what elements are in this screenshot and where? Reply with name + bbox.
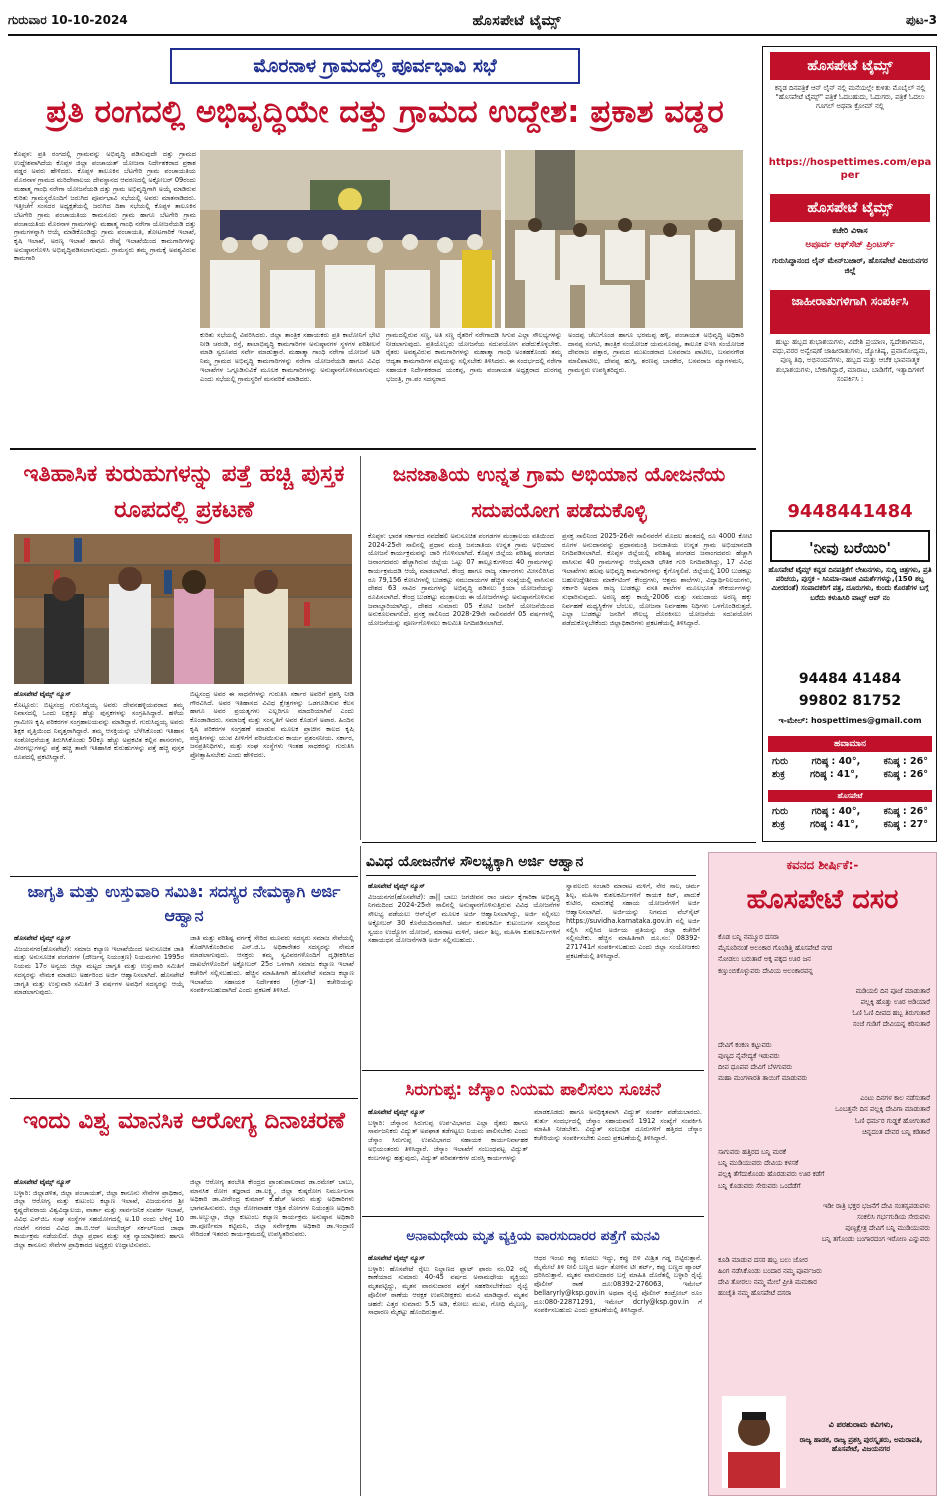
story7-col1: [14, 1178, 184, 1496]
poem-line: ಇಡೀ ರಾತ್ರಿ ಭಕ್ತರ ಭಜನೆಗೆ ದೇವಿ ಸಂತಸ್ಸಪಡುವಳು: [823, 1201, 930, 1210]
book-photo-image: [14, 534, 352, 684]
story8-col2: ಆಧರ ಇಂಚು ಕಪ್ಪು ಕೂದಲು ಇದ್ದು, ಕಪ್ಪು ಬಿಳಿ ಮಿಶ್ರಿತ ಗಡ್ಡ ಬಿಟ್ಟಿರುತ್ತಾನೆ. ಮೈಮೇಲೆ ತಿಳಿ ನೀಲಿ ಬಣ್ಣದ ಅರ್ಧ ತೋಳಿನ ಟೀ ಶರ್ಟ್, ಕಪ್ಪು ಬಣ್ಣದ ಪ್ಯಾಂಟ್ ಧರಿಸಿರುತ್ತಾನೆ. ಮೃತನ ವಾರಸುದಾರರ ಬಗ್ಗೆ ಮಾಹಿತಿ ದೊರೆತಲ್ಲಿ ಬಳ್ಳಾರಿ ರೈಲ್ವೆ ಪೊಲೀಸ್ ಠಾಣೆ ದೂ:08392-276063, ಇಮೇಲ್ bellaryrly@ksp.gov.in ಅಥವಾ ರೈಲ್ವೆ ಪೊಲೀಸ್ ಕಂಟ್ರೋಲ್ ರೂಂ ದೂ:080-22871291, ಇಮೇಲ್ dcrly@ksp.gov.in ಗೆ ಸಂಪರ್ಕಿಸಬಹುದು ಎಂದು ಪ್ರಕಟಣೆಯಲ್ಲಿ ತಿಳಿಸಿದ್ದಾರೆ.: [534, 1254, 702, 1315]
story1-headline: ಪ್ರತಿ ರಂಗದಲ್ಲಿ ಅಭಿವೃದ್ಧಿಯೇ ದತ್ತು ಗ್ರಾಮದ ಉದ್ದೇಶ: ಪ್ರಕಾಶ ವಡ್ಡರ: [46, 94, 724, 130]
poem-title: ಹೊಸಪೇಟೆ ದಸರ: [746, 884, 899, 915]
ad4-phone2[interactable]: 99802 81752: [798, 693, 902, 709]
story2-col1: [14, 690, 184, 870]
story6-byline: ಹೊಸಪೇಟೆ ಟೈಮ್ಸ್ ನ್ಯೂಸ್: [368, 1108, 425, 1116]
weather-row: ಶುಕ್ರ ಗರಿಷ್ಠ : 41°, ಕನಿಷ್ಠ : 27°: [772, 818, 928, 830]
ad3-text: ಹುಟ್ಟು ಹಬ್ಬದ ಶುಭಾಶಯಗಳು, ವಿದೇಶಿ ಪ್ರಯಾಣ, ಸ್ವದೇಶಾಗಮನ, ವಧು,ವರರ ಅನ್ವೇಷಣೆ ಜಾಹೀರಾತುಗಳು, ಜ್ಯೋತಿಷ್ಯ, ಪ್ರವಾಸೋದ್ಯಮ, ಪುಣ್ಯ ತಿಥಿ, ಅಭಿನಂದನೆಗಳು, ಹಬ್ಬದ ಮತ್ತು ಆಚೆಕ ಭಾವನಾತ್ಮಕ ಶುಭಾಶಯಗಳು, ಬೇಕಾಗಿದ್ದಾರೆ, ಮಾರಾಟ, ಬಾಡಿಗೆಗೆ, ಇತ್ಯಾದಿಗಳಿಗೆ ಸಂಪರ್ಕಿಸಿ :: [772, 338, 928, 383]
poem-line: ಓಣಿ ಓಣಿ ದೀಪದ ಹಬ್ಬ ತಿರುಗುತಾರೆ: [852, 1009, 930, 1018]
story6-col1-text: ಬಳ್ಳಾರಿ: ಜೆಸ್ಕಾಂನ ಸಿರುಗುಪ್ಪ ಉಪ-ವಿಭಾಗದ ಎಲ್ಲಾ ರೈತರು ಹಾಗೂ ಸಾರ್ವಜನಿಕರು ವಿದ್ಯುತ್ ಅಪಘಾತ ತಡೆಗಟ್ಟಲು ನಿಯಮ ಪಾಲಿಸಬೇಕು ಎಂದು ಜೆಸ್ಕಾಂ ಸಿರುಗುಪ್ಪ ಉಪವಿಭಾಗದ ಸಹಾಯಕ ಕಾರ್ಯನಿರ್ವಾಹಕ ಅಭಿಯಂತರರು ತಿಳಿಸಿದ್ದಾರೆ. ಜೆಸ್ಕಾಂ ಇಲಾಖೆಗೆ ಸಂಬಂಧಪಟ್ಟ ವಿದ್ಯುತ್ ಕಂಬಗಳನ್ನು ಹತ್ತುವುದು, ವಿದ್ಯುತ್ ಪರಿವರ್ತಕಗಳ ದುರಸ್ತಿ ಕಾರ್ಯಗಳನ್ನು: [368, 1118, 528, 1162]
story4-byline: ಹೊಸಪೇಟೆ ಟೈಮ್ಸ್ ನ್ಯೂಸ್: [368, 882, 425, 890]
poem-line: ಪಲ್ಲಕ್ಕಿ ಹೊತ್ತು ಊರ ಅಡಿಯಾರೆ: [860, 997, 930, 1006]
story6-col1: [368, 1108, 528, 1212]
poem-line: ಮಡಿಯಲಿ ದಿನ ಪೂಜೆ ಮಾಡುತಾರೆ: [855, 986, 930, 995]
weather-title: ಹವಾಮಾನ: [768, 736, 932, 752]
ad1-url[interactable]: https://hospettimes.com/epaper: [768, 157, 932, 182]
poem-line: ಒಂಬತ್ತನೇ ದಿನ ಪಲ್ಲಕ್ಕಿ ದೇವಿಗಾ ಮಾಡುತಾರೆ: [835, 1105, 930, 1114]
poem-line: ಪಲ್ಲಕ್ಕಿ ತೆಗೆದುಕೊಂಡು ಹೊರಡುವರು ಊರ ಕಡೆಗೆ: [718, 1170, 825, 1179]
ad3-phone[interactable]: 9448441484: [787, 501, 913, 522]
stanza-gap: [718, 1299, 930, 1308]
story5-byline: ಹೊಸಪೇಟೆ ಟೈಮ್ಸ್ ನ್ಯೂಸ್: [14, 934, 71, 942]
poem-line: ಬನ್ನಿ ಕೊಡುವರು ಸೇರುವರು ಒಂದೆಡೆಗೆ: [718, 1181, 801, 1190]
weather-row: ಶುಕ್ರ ಗರಿಷ್ಠ : 41°, ಕನಿಷ್ಠ : 26°: [772, 768, 928, 780]
meeting-photo-1-image: [200, 150, 501, 328]
story8-col1: [368, 1254, 528, 1496]
ad2-address: ಗುರುಸಿದ್ಧಾನಂದ ಲೈನ್ ಮೇನ್‌ಬಜಾರ್, ಹೊಸಪೇಟೆ ವಿಜಯನಗರ ಜಿಲ್ಲೆ: [772, 256, 928, 275]
ad4-phone1[interactable]: 94484 41484: [798, 671, 902, 687]
poem-line: ಕಣ್ತುಂಬಿಕೊಳ್ಳುವರು ದೇವಿಯ ಅಲಂಕಾರವನ್ನ: [718, 966, 813, 975]
poem-body: [718, 932, 930, 1388]
story5-col1-text: ವಿಜಯನಗರ(ಹೊಸಪೇಟೆ): ಸಮಾಜ ಕಲ್ಯಾಣ ಇಲಾಖೆಯಿಂದ ಅನುಸೂಚಿತ ಜಾತಿ ಮತ್ತು ಅನುಸೂಚಿತ ಪಂಗಡಗಳ (ದೌರ್ಜನ್ಯ ನಿಯಂತ್ರಣ) ನಿಯಮಗಳು 1995ರ ನಿಯಮ 17ರ ಅನ್ವಯ ಜಿಲ್ಲಾ ಮಟ್ಟದ ಜಾಗೃತಿ ಮತ್ತು ಉಸ್ತುವಾರಿ ಸಮಿತಿಗೆ ಸದಸ್ಯರನ್ನು ನೇಮಕ ಮಾಡಲು ಅರ್ಹರಿಂದ ಅರ್ಜಿ ಆಹ್ವಾನಿಸಲಾಗಿದೆ. ಹೊಸಪೇಟೆ ಜಾಗೃತಿ ಮತ್ತು ಉಸ್ತುವಾರಿ ಸಮಿತಿಗೆ 3 ವರ್ಷಗಳ ಅವಧಿಗೆ ಸದಸ್ಯರನ್ನು ಆಯ್ಕೆ ಮಾಡಲಾಗುವುದು.: [14, 944, 184, 997]
story2-col1-text: ಕೊಟ್ಟೂರು: ಬಿಟ್ಟಸಂದ್ರ ಗುರುಸಿದ್ದಯ್ಯ ಅವರು ದೇವನಹಳ್ಳಿಯವರಾದ ತಮ್ಮ ನಿವಾಸದಲ್ಲಿ ಒಂದು ಲಕ್ಷಕ್ಕೂ ಹೆಚ್ಚು ಪುಸ್ತಕಗಳನ್ನು ಸಂಗ್ರಹಿಸಿದ್ದಾರೆ. ಹಳೆಯ ಗ್ರಾಮೀಣ ಕೃಷಿ ಪರಿಕರಗಳ ಸಂಗ್ರಹಾಲಯವನ್ನು ಮಾಡಿದ್ದಾರೆ. ಗುರುಸಿದ್ದಯ್ಯ ಅವರು ಶಿಕ್ಷಕ ವೃತ್ತಿಯಿಂದ ನಿವೃತ್ತರಾಗಿದ್ದಾರೆ. ತಮ್ಮ ಆಸಕ್ತಿಯನ್ನು ಬೆಳೆಸಿಕೊಂಡು ಇತಿಹಾಸ ಸಂಶೋಧನೆಯತ್ತ ತಿರುಗಿಸಿಕೊಂಡು 50ಕ್ಕೂ ಹೆಚ್ಚು ಅಪ್ರಕಟಿತ ಕಲ್ಲಿನ ಶಾಸನಗಳು, ವೀರಗಲ್ಲುಗಳನ್ನು ಪತ್ತೆ ಹಚ್ಚಿ ತಾವೇ ಇತಿಹಾಸಿಕ ಕುರುಹುಗಳನ್ನು ಪತ್ತೆ ಹಚ್ಚಿ ಪುಸ್ತಕ ರೂಪದಲ್ಲಿ ಪ್ರಕಟಿಸಿದ್ದಾರೆ.: [14, 700, 184, 761]
story1-col2: ಕುರಿತು ಸಭೆಯಲ್ಲಿ ವಿವರಿಸಿದರು. ಜಿಲ್ಲಾ ತಾಂತ್ರಿಕ ಸಹಾಯಕರು ಪ್ರತಿ ಕಾಲೋನಿಗೆ ಭೇಟಿ ನೀಡಿ ಚರಂಡಿ, ರಸ್ತೆ, ಶಾಲಾಭಿವೃದ್ಧಿ ಕಾಮಗಾರಿಗಳ ಅನುಷ್ಠಾನಗಳ ಸ್ಥಳಗಳ ಪರಿಶೀಲನೆ ಮಾಡಿ ಸ್ವರೂಪದ ಸರ್ವೇ ಮಾಡುತ್ತಾರೆ. ಮಹಾತ್ಮಾ ಗಾಂಧಿ ನರೇಗಾ ಯೋಜನೆ ಅಡಿ ನಿಮ್ಮ ಗ್ರಾಮದ ಅಭಿವೃದ್ಧಿ ಕಾಮಗಾರಿಗಳನ್ನು ನರೇಗಾ ಯೋಜನೆಯಡಿ ಹಾಗೂ ವಿವಿಧ ಇಲಾಖೆಗಳ ಒಗ್ಗೂಡಿಸುವಿಕೆ ಮೂಲಕ ಕಾಮಗಾರಿಗಳನ್ನು ಅನುಷ್ಠಾನಗೊಳಿಸಲಾಗುವುದು ಎಂದು ಸಭೆಯಲ್ಲಿ ಗ್ರಾಮಸ್ಥರಿಗೆ ಮನವರಿಕೆ ಮಾಡಿದರು.: [200, 331, 380, 383]
ad4-text: ಹೊಸಪೇಟೆ ಟೈಮ್ಸ್ ಕನ್ನಡ ದಿನಪತ್ರಿಕೆಗೆ ಲೇಖನಗಳು, ಸುದ್ದಿ ಚಿತ್ರಗಳು, ಪ್ರತಿ ಪರಿಚಯ, ಪುಸ್ತಕ - ಸಿನಿಮಾ-ನಾಟಕ ವಿಮರ್ಶೆಗಳನ್ನು,(150 ಶಬ್ದ ಮೀರದಂತೆ) ಸಂಪಾದಕರಿಗೆ ಪತ್ರ, ದೂರುಗಳು, ಕುಂದು ಕೊರತೆಗಳ ಬಗ್ಗೆ ಬರೆದು ಕಳುಹಿಸಿರಿ ವಾಟ್ಸ್ ಆಪ್ ನಂ: [768, 566, 932, 602]
divider: [362, 1216, 704, 1217]
story7-col2: ಜಿಲ್ಲಾ ಆರೋಗ್ಯ ತರಬೇತಿ ಕೇಂದ್ರದ ಪ್ರಾಂಶುಪಾಲರಾದ ಡಾ.ರಮೇಶ್ ಬಾಬು, ಮಾನಸಿಕ ರೋಗ ತಜ್ಞರಾದ ಡಾ.ಲಕ್ಷ್ಮಿ, ಜಿಲ್ಲಾ ಕುಷ್ಠರೋಗ ನಿರ್ಮೂಲನಾ ಅಧಿಕಾರಿ ಡಾ.ವೀರೇಂದ್ರ ಕುಮಾರ್ ಕೆ.ಹೆಚ್ ಅವರು ಮತ್ತು ಅಧಿಕಾರಿಗಳು ಭಾಗವಹಿಸುವರು. ಜಿಲ್ಲಾ ರೋಗವಾಹಕ ಆಶ್ರಿತ ರೋಗಗಳ ನಿಯಂತ್ರಣ ಅಧಿಕಾರಿ ಡಾ.ಅಬ್ದುಲ್ಲಾ, ಜಿಲ್ಲಾ ಕುಟುಂಬ ಕಲ್ಯಾಣ ಕಾರ್ಯಕ್ರಮ ಅನುಷ್ಠಾನ ಅಧಿಕಾರಿ ಡಾ.ಪೂರ್ಣಿಮಾ ಕಟ್ಟಿಮನಿ, ಜಿಲ್ಲಾ ಸರ್ವೇಕ್ಷಣಾ ಅಧಿಕಾರಿ ಡಾ.ಇಂದ್ರಾಣಿ ಸೇರಿದಂತೆ ಇತರರು ಕಾರ್ಯಕ್ರಮದಲ್ಲಿ ಉಪಸ್ಥಿತರಿರುವರು.: [190, 1178, 354, 1239]
poem-line: ದೇವಿ ತೋರಲು ನಮ್ಮ ಮೇಲೆ ಪ್ರೀತಿ ಮಮಕಾರ: [718, 1277, 817, 1286]
poem-line: ಕೂಡಿ ಮಾಡುವ ದಸರ ಹಬ್ಬ ಬಲು ಜೋರ: [718, 1255, 808, 1264]
poem-line: ಹಂಚೈತಿ ನಮ್ಮ ಹೊಸಪೇಟೆ ದಸರಾ: [718, 1289, 792, 1298]
author-photo: [722, 1396, 786, 1488]
poem-line: ಮಹಾ ಮಂಗಳಾರತಿ ತಾಯಿಗೆ ಮಾಡುವರು: [718, 1074, 808, 1083]
story6-col2: ಮಾಡಕೂಡದು ಹಾಗೂ ಅನಧಿಕೃತವಾಗಿ ವಿದ್ಯುತ್ ಸಂಪರ್ಕ ಪಡೆಯಬಾರದು. ತುರ್ತು ಸಂದರ್ಭದಲ್ಲಿ ಜೆಸ್ಕಾಂ ಸಹಾಯವಾಣಿ 1912 ಸಂಖ್ಯೆಗೆ ಸಂಪರ್ಕಿಸಿ ಮಾಹಿತಿ ನೀಡಬೇಕು. ವಿದ್ಯುತ್ ಸಂಬಂಧಿತ ದೂರುಗಳಿಗೆ ಹತ್ತಿರದ ಜೆಸ್ಕಾಂ ಕಚೇರಿಯನ್ನು ಸಂಪರ್ಕಿಸಬೇಕು ಎಂದು ಪ್ರಕಟಣೆಯಲ್ಲಿ ತಿಳಿಸಿದ್ದಾರೆ.: [534, 1108, 702, 1143]
stanza-gap: [718, 1246, 930, 1255]
poem-line: ಹಿಂಗ ನಡೆಸಿಕೊಂಡು ಬಂದಾರ ನಮ್ಮ ಪೂರ್ವಜರು: [718, 1266, 822, 1275]
page-number: ಪುಟ-3: [906, 13, 937, 28]
stanza-gap: [718, 1138, 930, 1147]
story7-col1-text: ಬಳ್ಳಾರಿ: ಜಿಲ್ಲಾಡಳಿತ, ಜಿಲ್ಲಾ ಪಂಚಾಯತ್, ಜಿಲ್ಲಾ ಕಾನೂನು ಸೇವೆಗಳ ಪ್ರಾಧಿಕಾರ, ಜಿಲ್ಲಾ ಆರೋಗ್ಯ ಮತ್ತು ಕುಟುಂಬ ಕಲ್ಯಾಣ ಇಲಾಖೆ, ವಿಜಯನಗರ ಶ್ರೀ ಕೃಷ್ಣದೇವರಾಯ ವಿಶ್ವವಿದ್ಯಾಲಯ, ವಾರ್ತಾ ಮತ್ತು ಸಾರ್ವಜನಿಕ ಸಂಪರ್ಕ ಇಲಾಖೆ, ವಿವಿಧ ಎನ್‌ಜಿಒ ಸಂಘ ಸಂಸ್ಥೆಗಳ ಸಹಯೋಗದಲ್ಲಿ ಅ.10 ರಂದು ಬೆಳಿಗ್ಗೆ 10 ಗಂಟೆಗೆ ನಗರದ ವಿವಿಧ ಡಾ.ಬಿ.ಆರ್ ಅಂಬೇಡ್ಕರ್ ಸರ್ಕಲ್‌ನಿಂದ ಜಾಥಾ ಕಾರ್ಯಕ್ರಮ ನಡೆಯಲಿದೆ. ಜಿಲ್ಲಾ ಪ್ರಧಾನ ಮತ್ತು ಸತ್ರ ನ್ಯಾಯಾಧೀಶರು ಹಾಗೂ ಜಿಲ್ಲಾ ಕಾನೂನು ಸೇವೆಗಳ ಪ್ರಾಧಿಕಾರದ ಅಧ್ಯಕ್ಷರು ಉದ್ಘಾಟಿಸುವರು.: [14, 1188, 184, 1249]
poem-kicker: ಕವನದ ಶೀರ್ಷಿಕೆ:-: [786, 858, 859, 872]
story7-byline: ಹೊಸಪೇಟೆ ಟೈಮ್ಸ್ ನ್ಯೂಸ್: [14, 1178, 71, 1186]
story5-col2: ಜಾತಿ ಮತ್ತು ಪರಿಶಿಷ್ಟ ವರ್ಗಕ್ಕೆ ಸೇರಿದ ಮೂವರು ಸದಸ್ಯರು ಸಮಾಜ ಸೇವೆಯಲ್ಲಿ ತೊಡಗಿಸಿಕೊಂಡಿರುವ ಎನ್.ಜಿ.ಒ ಅಧಿಕಾರೇತರ ಸದಸ್ಯರನ್ನು ನೇಮಕ ಮಾಡಲಾಗುವುದು. ಆಸಕ್ತರು ತಮ್ಮ ಸ್ವವಿವರಗಳೊಂದಿಗೆ ದೃಢೀಕರಿಸಿದ ದಾಖಲೆಗಳೊಂದಿಗೆ ಅಕ್ಟೋಬರ್ 25ರ ಒಳಗಾಗಿ ಸಮಾಜ ಕಲ್ಯಾಣ ಇಲಾಖೆ ಕಚೇರಿಗೆ ಸಲ್ಲಿಸಬಹುದು. ಹೆಚ್ಚಿನ ಮಾಹಿತಿಗಾಗಿ ಹೊಸಪೇಟೆ ಸಮಾಜ ಕಲ್ಯಾಣ ಇಲಾಖೆಯ ಸಹಾಯಕ ನಿರ್ದೇಶಕರ (ಗ್ರೇಡ್-1) ಕಚೇರಿಯನ್ನು ಸಂಪರ್ಕಿಸಬಹುದಾಗಿದೆ ಎಂದು ಪ್ರಕಟಣೆ ತಿಳಿಸಿದೆ.: [190, 934, 354, 995]
stanza-gap: [718, 1192, 930, 1201]
divider: [362, 1070, 704, 1071]
stanza-gap: [718, 1084, 930, 1093]
ad4-email[interactable]: ಇ-ಮೇಲ್: hospettimes@gmail.com: [778, 716, 922, 725]
book-photo: [14, 534, 352, 684]
divider: [10, 876, 358, 877]
story1-col1: ಕೊಪ್ಪಳ: ಪ್ರತಿ ರಂಗದಲ್ಲಿ ಗ್ರಾಮವನ್ನು ಅಭಿವೃದ್ಧಿ ಪಡಿಸುವುದೇ ದತ್ತು ಗ್ರಾಮದ ಉದ್ದೇಶವಾಗಿದೆಯ ಕೊಪ್ಪಳ ಜಿಲ್ಲಾ ಪಂಚಾಯತ್ ಯೋಜನಾ ನಿರ್ದೇಶಕರಾದ ಪ್ರಕಾಶ ವಡ್ಡರ ಅವರು ಹೇಳಿದರು. ಕೊಪ್ಪಳ ತಾಲೂಕಿನ ಬೆಟಗೇರಿ ಗ್ರಾಮ ಪಂಚಾಯತಿಯ ಮೊರನಾಳ ಗ್ರಾಮದ ಮರಿದೇವಾಲಯ ದೇವಸ್ಥಾನದ ಆವರಣದಲ್ಲಿ ಅಕ್ಟೋಬರ್ 09ರಂದು ಮಹಾತ್ಮ ಗಾಂಧಿ ನರೇಗಾ ಯೋಜನೆಯಡಿ ದತ್ತು ಗ್ರಾಮ ಅಭಿವೃದ್ಧಿಗಾಗಿ ಅಯ್ಕೆ ಮಾಡಿರುವ ಕುರಿತು ಗ್ರಾಮಸ್ಥರೊಂದಿಗೆ ಜರುಗಿದ ಪೂರ್ವಭಾವಿ ಸಭೆಯಲ್ಲಿ ಅವರು ಮಾತನಾಡಿದರು. ಇತ್ತೀಚೆಗೆ ಸಂಸದರ ಅಧ್ಯಕ್ಷತೆಯಲ್ಲಿ ಜರುಗಿದ ದಿಶಾ ಸಭೆಯಲ್ಲಿ ಕೊಪ್ಪಳ ತಾಲೂಕಿನ ಬೆಟಗೇರಿ ಗ್ರಾಮ ಪಂಚಾಯತಿಯ ಕಾಮನೂರು ಗ್ರಾಮ ಹಾಗೂ ಬೆಟಗೇರಿ ಗ್ರಾಮ ಪಂಚಾಯತಿಯ ಮೊರನಾಳ ಗ್ರಾಮಗಳನ್ನು ಮಹಾತ್ಮ ಗಾಂಧಿ ನರೇಗಾ ಯೋಜನೆಯಡಿ ದತ್ತು ಗ್ರಾಮಗಳನ್ನಾಗಿ ಆಯ್ಕೆ ಮಾಡಿಕೊಂಡಿದ್ದು ಗ್ರಾಮ ಪಂಚಾಯತಿ, ತೋಟಗಾರಿಕೆ ಇಲಾಖೆ, ಕೃಷಿ ಇಲಾಖೆ, ಅರಣ್ಯ ಇಲಾಖೆ ಹಾಗೂ ರೇಷ್ಮೆ ಇಲಾಖೆಯಿಂದ ಕಾಮಗಾರಿಗಳನ್ನು ಅನುಷ್ಠಾನಗೊಳಿಸಿ ಅಭಿವೃದ್ಧಿಪಡಿಸಲಾಗುವುದು. ಗ್ರಾಮಸ್ಥರು ತಮ್ಮ ಗ್ರಾಮಕ್ಕೆ ಅವಶ್ಯವಿರುವ ಕಾಮಗಾರಿ: [14, 150, 196, 263]
story1-kicker: ಮೊರನಾಳ ಗ್ರಾಮದಲ್ಲಿ ಪೂರ್ವಭಾವಿ ಸಭೆ: [170, 48, 580, 84]
poem-line: ಪುಣ್ಯದ ನೈವೇದ್ಯಕೆ ಇಡುವರು: [718, 1051, 780, 1060]
poem-line: ಪುಣ್ಯಕ್ಷೇತ್ರ ದೇವಿಗೆ ಬನ್ನಿ ಮುಡಿಯುವರು: [845, 1224, 930, 1233]
story4-col1-text: ವಿಜಯನಗರ(ಹೊಸಪೇಟೆ): ಡಾ|| ಬಾಬು ಜಗಜೀವನ ರಾಂ ಚರ್ಮ ಕೈಗಾರಿಕಾ ಅಭಿವೃದ್ಧಿ ನಿಗಮದಿಂದ 2024-25ನೇ ಸಾಲಿನಲ್ಲಿ ಅನುಷ್ಠಾನಗೊಳಿಸುತ್ತಿರುವ ವಿವಿಧ ಯೋಜನೆಗಳ ಸೌಲಭ್ಯ ಪಡೆಯಲು ಆನ್‌ಲೈನ್ ಮೂಲಕ ಅರ್ಜಿ ಆಹ್ವಾನಿಸಲಾಗಿದ್ದು, ಅರ್ಜಿ ಸಲ್ಲಿಸಲು ಅಕ್ಟೋಬರ್ 30 ಕೊನೆಯದಿನವಾಗಿದೆ. ಚರ್ಮ ಕುಶಲಕರ್ಮಿ ಕುಟುಂಬಗಳ ಸದಸ್ಯರಿಂದ ಸ್ವಯಂ ಉದ್ಯೋಗ ಯೋಜನೆ, ಮಾರಾಟ ಮಳಿಗೆ, ಚರ್ಮ ಶಿಲ್ಪ, ಮಹಿಳಾ ಕುಶಲಕರ್ಮಿಗಳಿಗೆ ಸಹಾಯಧನ ಯೋಜನೆಗಳಡಿ ಅರ್ಜಿ ಸಲ್ಲಿಸಬಹುದು.: [368, 892, 560, 945]
story2-byline: ಹೊಸಪೇಟೆ ಟೈಮ್ಸ್ ನ್ಯೂಸ್: [14, 690, 71, 698]
weather-row: ಗುರು ಗರಿಷ್ಠ : 40°, ಕನಿಷ್ಠ : 26°: [772, 756, 928, 767]
ad2-sub: ಕಚೇರಿ ವಿಳಾಸ: [832, 226, 868, 235]
poem-line: ಕೊಡ ಬನ್ನಿ ನಮ್ಮೂರ ದಸರಾ: [718, 933, 779, 941]
story4-col1: [368, 882, 560, 1068]
ad1-title: ಹೊಸಪೇಟೆ ಟೈಮ್ಸ್: [770, 52, 930, 80]
divider: [362, 842, 756, 843]
masthead: [8, 8, 937, 36]
story1-col4: ಅಂದಪ್ಪ ಚೆಲುಗೊಂಡ ಹಾಗೂ ಭರಮಪ್ಪ ಹಳ್ಳಿ, ಪಂಚಾಯತ ಅಭಿವೃದ್ಧಿ ಅಧಿಕಾರಿ ದಾನಪ್ಪ ಸಂಗಟಿ, ತಾಂತ್ರಿಕ ಸಂಯೋಜಕ ಯಮನೂರಪ್ಪ, ತಾಲೂಕ ಐಇಸಿ ಸಂಯೋಜಕ ದೇವರಾಜ ಪತ್ತಾರ, ಗ್ರಾಮದ ಮುಖಂಡರಾದ ಬಸವರಾಜ ಪಾಟೀಲ, ಬಸವನಗೌಡ ಮಾಲಿಪಾಟೀಲ, ದೇವಪ್ಪ ಹುಗ್ಗಿ, ಶರಣಪ್ಪ ಬಾರಕೇರ, ಬಸವರಾಜ ಮ್ಯಾಗಳಮನಿ, ಗ್ರಾಮಸ್ಥರು ಉಪಸ್ಥಿತರಿದ್ದರು.: [568, 331, 744, 374]
weather-row: ಗುರು ಗರಿಷ್ಠ : 40°, ಕನಿಷ್ಠ : 26°: [772, 806, 928, 817]
poem-line: ಸಂಕಲಿಸಿ ಗರ್ಭಗುಡಿಯ ಸೇರುವಳು: [857, 1212, 930, 1221]
divider: [10, 448, 756, 450]
story4-col2: ಸ್ವಾವಲಂಬಿ ಸಂಚಾರಿ ಮಾರಾಟ ಮಳಿಗೆ, ನೇರ ಸಾಲ, ಚರ್ಮ ಶಿಲ್ಪ, ಮಹಿಳಾ ಕುಶಲಕರ್ಮಿಗಳಿಗೆ ಕಾಯಕ ಕಿಟ್, ಪಾದುಕೆ ಕುಟೀರ, ಮಾರುಕಟ್ಟೆ ಸಹಾಯ ಯೋಜನೆಗಳಿಗೆ ಅರ್ಜಿ ಆಹ್ವಾನಿಸಲಾಗಿದೆ. ಅರ್ಜಿಯನ್ನು ನಿಗಮದ ವೆಬ್‌ಸೈಟ್ https://suvidha.karnataka.gov.in ನಲ್ಲಿ ಅರ್ಜಿ ಸಲ್ಲಿಸಿ ಸಲ್ಲಿಸಿದ ಅರ್ಜಿಯ ಪ್ರತಿಯನ್ನು ಜಿಲ್ಲಾ ಕಚೇರಿಗೆ ಸಲ್ಲಿಸಬೇಕು. ಹೆಚ್ಚಿನ ಮಾಹಿತಿಗಾಗಿ ದೂ.ಸಂ: 08392-271741ಗೆ ಸಂಪರ್ಕಿಸಬಹುದು ಎಂದು ಜಿಲ್ಲಾ ಸಂಯೋಜಕರು ಪ್ರಕಟಣೆಯಲ್ಲಿ ತಿಳಿಸಿದ್ದಾರೆ.: [566, 882, 700, 960]
poem-line: ಸಾಗುವರು ಹತ್ತಿರದ ಬನ್ನಿ ಮರಕೆ: [718, 1148, 787, 1156]
ad2-press: ಅಪೂರ್ವ ಆಫ್‌ಸೆಟ್ ಪ್ರಿಂಟರ್ಸ್: [805, 240, 895, 250]
stanza-gap: [718, 977, 930, 986]
poem-line: ಓಣಿ ಧರ್ಮರ ಗುಡ್ಡಕೆ ಹೋಗುತಾರೆ: [854, 1116, 930, 1125]
weather-table-2: [768, 806, 932, 838]
poem-line: ದೇವಿಗೆ ಕಂಕಣ ಕಟ್ಟುವರು: [718, 1040, 772, 1049]
story3-col2: ಪ್ರಸಕ್ತ ಸಾಲಿನಿಂದ 2025-26ನೇ ಸಾಲಿನವರೆಗೆ ಮೊದಲ ಹಂತದಲ್ಲಿ ರೂ 4000 ಕೋಟಿ ರೂಗಳ ಅನುದಾನವನ್ನು ಪ್ರಧಾನಮಂತ್ರಿ ಜನಜಾತಿಯ ಉನ್ನತ ಗ್ರಾಮ ಅಭಿಯಾನದಡಿ ನಿಗದಿಪಡಿಸಲಾಗಿದೆ. ಕೊಪ್ಪಳ ಜಿಲ್ಲೆಯಲ್ಲಿ ಪರಿಶಿಷ್ಟ ಪಂಗಡದ ಜನಾಂಗದವರು ಹೆಚ್ಚಾಗಿ ವಾಸಿಸುವ 40 ಗ್ರಾಮಗಳನ್ನು ಆಯ್ಕೆಮಾಡಿ ಭೌತಿಕ ಗುರಿ ನಿಗದಿಪಡಿಸಿದ್ದು, 17 ವಿವಿಧ ಇಲಾಖೆಗಳು ಹಲವು ಅಭಿವೃದ್ಧಿ ಕಾಮಗಾರಿಗಳನ್ನು ಕೈಗೊಳ್ಳಲಿವೆ. ಜಿಲ್ಲೆಯಲ್ಲಿ 100 ಬುಡಕಟ್ಟು ಬಹುಉದ್ದೇಶೀಯ ಮಾರ್ಕೆಟಿಂಗ್ ಕೇಂದ್ರಗಳು, ಆಶ್ರಮ ಶಾಲೆಗಳು, ವಿದ್ಯಾರ್ಥಿನಿಲಯಗಳು, ಸರ್ಕಾರಿ ಅಥವಾ ರಾಜ್ಯ ಬುಡಕಟ್ಟು ವಸತಿ ಶಾಲೆಗಳ ಮೂಲಭೂತ ಸೌಕರ್ಯಗಳನ್ನು ಸುಧಾರಿಸುವುದು. ಅರಣ್ಯ ಹಕ್ಕು ಕಾಯ್ದೆ-2006 ಮತ್ತು ಸಮುದಾಯ ಅರಣ್ಯ ಹಕ್ಕು ನಿರ್ವಹಣೆ ಮಧ್ಯಸ್ಥಿಕೆಗಳ ಬೆಂಬಲ, ಯೋಜನಾ ನಿರ್ವಹಣಾ ನಿಧಿಗಳು ಒಳಗೊಂಡಿರುತ್ತದೆ. ಎಲ್ಲಾ ಬುಡಕಟ್ಟು ಜನರಿಗೆ ಸೌಲಭ್ಯ ದೊರಕಿಸಲು ಯೋಜನೆಯ ಸದುಪಯೋಗ ಪಡೆದುಕೊಳ್ಳಬೇಕೆಂದು ಜಿಲ್ಲಾಧಿಕಾರಿಗಳು ಪ್ರಕಟಣೆಯಲ್ಲಿ ತಿಳಿಸಿದ್ದಾರೆ.: [562, 532, 752, 628]
divider: [10, 1098, 358, 1099]
ad3-title: ಜಾಹೀರಾತುಗಳಿಗಾಗಿ ಸಂಪರ್ಕಿಸಿ: [770, 290, 930, 334]
date-line: ಗುರುವಾರ 10-10-2024: [8, 13, 128, 28]
weather-table: [768, 756, 932, 788]
story8-col1-text: ಬಳ್ಳಾರಿ: ಹೊಸಪೇಟೆ ರೈಲು ನಿಲ್ದಾಣದ ಫ್ಲಾಟ್ ಫಾರಂ ನಂ.02 ರಲ್ಲಿ ಕಾಣೆಯಾದ ಸುಮಾರು 40-45 ವರ್ಷದ ಅನಾಮಧೇಯ ವ್ಯಕ್ತಿಯು ಮೃತಪಟ್ಟಿದ್ದು, ಮೃತನ ವಾರಸುದಾರರ ಪತ್ತೆಗೆ ಸಹಕರಿಸಬೇಕೆಂದು ರೈಲ್ವೆ ಪೊಲೀಸ್ ಠಾಣೆಯ ಆರಕ್ಷಕ ಉಪನಿರೀಕ್ಷಕರು ಮನವಿ ಮಾಡಿದ್ದಾರೆ. ಮೃತನ ಚಹರೆ: ಎತ್ತರ ಸುಮಾರು 5.5 ಅಡಿ, ಕೋಲು ಮುಖ, ಗೋಧಿ ಮೈಬಣ್ಣ, ಸಾಧಾರಣ ಮೈಕಟ್ಟು ಹೊಂದಿರುತ್ತಾನೆ.: [368, 1264, 528, 1317]
story3-headline: ಜನಜಾತಿಯ ಉನ್ನತ ಗ್ರಾಮ ಅಭಿಯಾನ ಯೋಜನೆಯ ಸದುಪಯೋಗ ಪಡೆದುಕೊಳ್ಳಿ: [392, 462, 726, 522]
poem-author: ವಿ ಪರಶುರಾಮ ಕವಿಗಳು,: [828, 1420, 894, 1429]
poem-line: ಎಂಟು ದಿನಗಳ ಕಾಲ ನಡೆಸುತಾರೆ: [860, 1094, 930, 1103]
poem-line: ಬನ್ನಿ ತಗೊಂಡು ಬಂಗಾರದಂಗ ಇರೋಣ ಎನ್ನುವರು: [821, 1235, 930, 1244]
ad4-title: 'ನೀವು ಬರೆಯಿರಿ': [770, 530, 930, 562]
column-rule: [360, 456, 361, 840]
story2-headline: ಇತಿಹಾಸಿಕ ಕುರುಹುಗಳನ್ನು ಪತ್ತೆ ಹಚ್ಚಿ ಪುಸ್ತಕ ರೂಪದಲ್ಲಿ ಪ್ರಕಟಣೆ: [23, 461, 345, 523]
story4-headline: ವಿವಿಧ ಯೋಜನೆಗಳ ಸೌಲಭ್ಯಕ್ಕಾಗಿ ಅರ್ಜಿ ಆಹ್ವಾನ: [366, 848, 696, 876]
author-photo-image: [722, 1396, 786, 1488]
ad1-text: ಕನ್ನಡ ದಿನಪತ್ರಿಕೆ ಆನ್ ಲೈನ್ ನಲ್ಲಿ ಮನೆಯಲ್ಲೇ ಕುಳಿತು ಮೊಬೈಲ್ ನಲ್ಲಿ "ಹೊಸಪೇಟೆ ಟೈಮ್ಸ್" ಪತ್ರಿಕೆ ಓದಬಹುದು, ಓದುಗರು, ಪತ್ರಿಕೆ ಓದಲು ಗೂಗಲ್ ಅಥವಾ ಕ್ರೋಮ್ ನಲ್ಲಿ: [774, 84, 926, 110]
story8-headline: ಅನಾಮಧೇಯ ಮೃತ ವ್ಯಕ್ತಿಯ ವಾರಸುದಾರರ ಪತ್ತೆಗೆ ಮನವಿ: [406, 1228, 660, 1244]
poem-line: ಸಂಜೆ ಗುಡಿಗೆ ದೇವಿಯನ್ನ ಕರಿಸುತಾರೆ: [852, 1020, 930, 1029]
poem-line: ಚಿನ್ನದಂತ ದೇವರ ಬನ್ನಿ ಕಡಿತಾರೆ: [862, 1127, 930, 1136]
story6-headline: ಸಿರುಗುಪ್ಪ: ಜೆಸ್ಕಾಂ ನಿಯಮ ಪಾಲಿಸಲು ಸೂಚನೆ: [405, 1080, 661, 1100]
story5-col1: [14, 934, 184, 1094]
stanza-gap: [718, 1031, 930, 1040]
poem-line: ಬನ್ನಿ ಮುಡಿಯುವರು ದೇವಿಯ ಕಳಸಕೆ: [718, 1159, 799, 1168]
story8-byline: ಹೊಸಪೇಟೆ ಟೈಮ್ಸ್ ನ್ಯೂಸ್: [368, 1254, 425, 1262]
story2-col2: ಬಿಟ್ಟಸಂದ್ರ ಅವರ ಈ ಸಾಧನೆಗಳನ್ನು ಗುರುತಿಸಿ ಸರ್ಕಾರ ಅವರಿಗೆ ಪ್ರಶಸ್ತಿ ನೀಡಿ ಗೌರವಿಸಿದೆ. ಅವರ ಇತಿಹಾಸದ ವಿವಿಧ ಕ್ಷೇತ್ರಗಳನ್ನು ಒಡಗೂಡಿಸುವ ಕೆಲಸ ಹಾಗೂ ಅವರ ಪ್ರಯತ್ನಗಳು ಎಲ್ಲರಿಗೂ ಮಾದರಿಯಾಗಿವೆ ಎಂದು ಕೊಂಡಾಡಿದರು. ಸಮಾಜಕ್ಕೆ ಮತ್ತು ಸಂಸ್ಕೃತಿಗೆ ಅವರ ಕೊಡುಗೆ ಅಪಾರ. ಹಿಂದಿನ ಕೃಷಿ ಪರಿಕರಗಳ ಸಂಗ್ರಹಣೆ ಮಾಡುವ ಮೂಲಕ ಪ್ರಾಚೀನ ಕಾಲದ ಕೃಷಿ ಪದ್ಧತಿಗಳನ್ನು ಯುವ ಪೀಳಿಗೆಗೆ ಪರಿಚಯಿಸುವ ಕಾರ್ಯ ಪ್ರಶಂಸನೀಯ. ಸರ್ಕಾರ, ಜನಪ್ರತಿನಿಧಿಗಳು, ಮತ್ತು ಸಂಘ ಸಂಸ್ಥೆಗಳು ಇಂತಹ ಸಾಧಕರನ್ನು ಗುರುತಿಸಿ ಪ್ರೋತ್ಸಾಹಿಸಬೇಕು ಎಂದು ಹೇಳಿದರು.: [190, 690, 354, 759]
story3-col1: ಕೊಪ್ಪಳ: ಭಾರತ ಸರ್ಕಾರದ ನವದೆಹಲಿ ಅನುಸೂಚಿತ ಪಂಗಡಗಳ ಮಂತ್ರಾಲಯ ವತಿಯಿಂದ 2024-25ನೇ ಸಾಲಿನಲ್ಲಿ ಪ್ರಧಾನ ಮಂತ್ರಿ ಜನಜಾತಿಯ ಉನ್ನತ ಗ್ರಾಮ ಅಭಿಯಾನ ಯೋಜನೆ ಕಾರ್ಯಕ್ರಮವನ್ನು ಜಾರಿ ಗೊಳಿಸಲಾಗಿದೆ. ಕೊಪ್ಪಳ ಜಿಲ್ಲೆಯ ಪರಿಶಿಷ್ಟ ಪಂಗಡದ ಜನಾಂಗದವರು ಹೆಚ್ಚಾಗಿರುವ ಜಿಲ್ಲೆಯ ಒಟ್ಟು 07 ತಾಲ್ಲೂಕುಗಳಿಂದ 40 ಗ್ರಾಮಗಳನ್ನು ಕಾರ್ಯಕ್ರಮದಡಿ ಆಯ್ಕೆ ಮಾಡಲಾಗಿದೆ. ಕೇಂದ್ರ ಹಾಗೂ ರಾಜ್ಯ ಸರ್ಕಾರಗಳು ಮೀಸಲಿರಿಸಿದ ರೂ 79,156 ಕೋಟಿಗಳಲ್ಲಿ ಬುಡಕಟ್ಟು ಸಮುದಾಯಗಳ ಹೆಚ್ಚಿನ ಸಂಖ್ಯೆಯಲ್ಲಿ ವಾಸಿಸುವ ದೇಶದ 63 ಸಾವಿರ ಗ್ರಾಮಗಳನ್ನು ಅಭಿವೃದ್ಧಿ ಪಡಿಸಲು ಕ್ರಿಯಾ ಯೋಜನೆಯನ್ನು ರೂಪಿಸಲಾಗಿದೆ. ಕೇಂದ್ರ ಬುಡಕಟ್ಟು ಮಂತ್ರಾಲಯ ಈ ಯೋಜನೆಗಳನ್ನು ಅನುಷ್ಠಾನಗೊಳಿಸುವ ಜವಾಬ್ದಾರಿಯಾಗಿದ್ದು, ದೇಶದ ಸುಮಾರು 05 ಕೋಟಿ ಜನರಿಗೆ ಯೋಜನೆಯಿಂದ ಅನುಕೂಲವಾಗಲಿದೆ. ಪ್ರಸಕ್ತ ಸಾಲಿನಿಂದ 2028-29ನೇ ಸಾಲಿನವರೆಗೆ 05 ವರ್ಷಗಳಲ್ಲಿ ಯೋಜನೆಯನ್ನು ಪೂರ್ಣಗೊಳಿಸಲು ಕಾಲಮಿತಿ ನಿಗದಿಪಡಿಸಲಾಗಿದೆ.: [368, 532, 554, 628]
story1-col3: ಗ್ರಾಮದಲ್ಲಿರುವ ಸಣ್ಣ, ಅತಿ ಸಣ್ಣ ರೈತರಿಗೆ ನರೇಗಾದಡಿ ಸಿಗುವ ಎಲ್ಲಾ ಸೌಲಭ್ಯಗಳನ್ನು ನೀಡಲಾಗುವುದು. ಪ್ರತಿಯೊಬ್ಬರು ಯೋಜನೆಯ ಸದುಪಯೋಗ ಪಡೆದುಕೊಳ್ಳಬೇಕು. ರೈತರು ಅವಶ್ಯವಿರುವ ಕಾಮಗಾರಿಗಳನ್ನು ಮಹಾತ್ಮಾ ಗಾಂಧಿ ಅಂತಹಕೊಂಡು ತಮ್ಮ ಆದ್ಯತಾ ಕಾಮಗಾರಿಗಳ ಪಟ್ಟಿಯನ್ನು ಸಲ್ಲಿಸಬೇಕು ತಿಳಿಸಿದರು. ಈ ಸಂದರ್ಭದಲ್ಲಿ ನರೇಗಾ ಸಹಾಯಕ ನಿರ್ದೇಶಕರಾದ ಯಂಕಪ್ಪ, ಗ್ರಾಮ ಪಂಚಾಯತ ಅಧ್ಯಕ್ಷರಾದ ದುರಗಪ್ಪ ಭಜಂತ್ರಿ, ಗ್ರಾ.ಪಂ ಸದಸ್ಯರಾದ: [386, 331, 562, 383]
column-rule: [360, 846, 361, 1496]
poem-line: ದೀಪ ಧೂಪವ ದೇವಿಗೆ ಬೆಳಗುವರು: [718, 1062, 793, 1071]
meeting-photo-1: [200, 150, 501, 328]
meeting-photo-2: [505, 150, 743, 328]
story7-headline: ಇಂದು ವಿಶ್ವ ಮಾನಸಿಕ ಆರೋಗ್ಯ ದಿನಾಚರಣೆ: [23, 1108, 345, 1134]
paper-title: ಹೊಸಪೇಟೆ ಟೈಮ್ಸ್: [472, 12, 562, 29]
poem-line: ಮೈಸೂರಿನಂತೆ ಅಲಂಕಾರ ಗೊಂಡಿತ್ತಿ ಹೊಸಪೇಟೆ ನಗರ: [718, 944, 833, 953]
poem-author-desc: ರಾಜ್ಯ ಹಾಡಕ, ರಾಜ್ಯ ಪ್ರಶಸ್ತಿ ಪುರಸ್ಕೃತರು, ಅಮರಾವತಿ, ಹೊಸಪೇಟೆ, ವಿಜಯನಗರ: [799, 1436, 923, 1454]
meeting-photo-2-image: [505, 150, 743, 328]
weather-city: ಹೊಸಪೇಟೆ: [768, 790, 932, 802]
ad2-title: ಹೊಸಪೇಟೆ ಟೈಮ್ಸ್: [770, 194, 930, 222]
poem-line: ನೋಡಲು ಬರುತಾರೆ ಅಕ್ಕ ಪಕ್ಕದ ಊರ ಜನ: [718, 955, 811, 964]
story5-headline: ಜಾಗೃತಿ ಮತ್ತು ಉಸ್ತುವಾರಿ ಸಮಿತಿ: ಸದಸ್ಯರ ನೇಮಕ್ಕಾಗಿ ಅರ್ಜಿ ಆಹ್ವಾನ: [27, 882, 341, 925]
